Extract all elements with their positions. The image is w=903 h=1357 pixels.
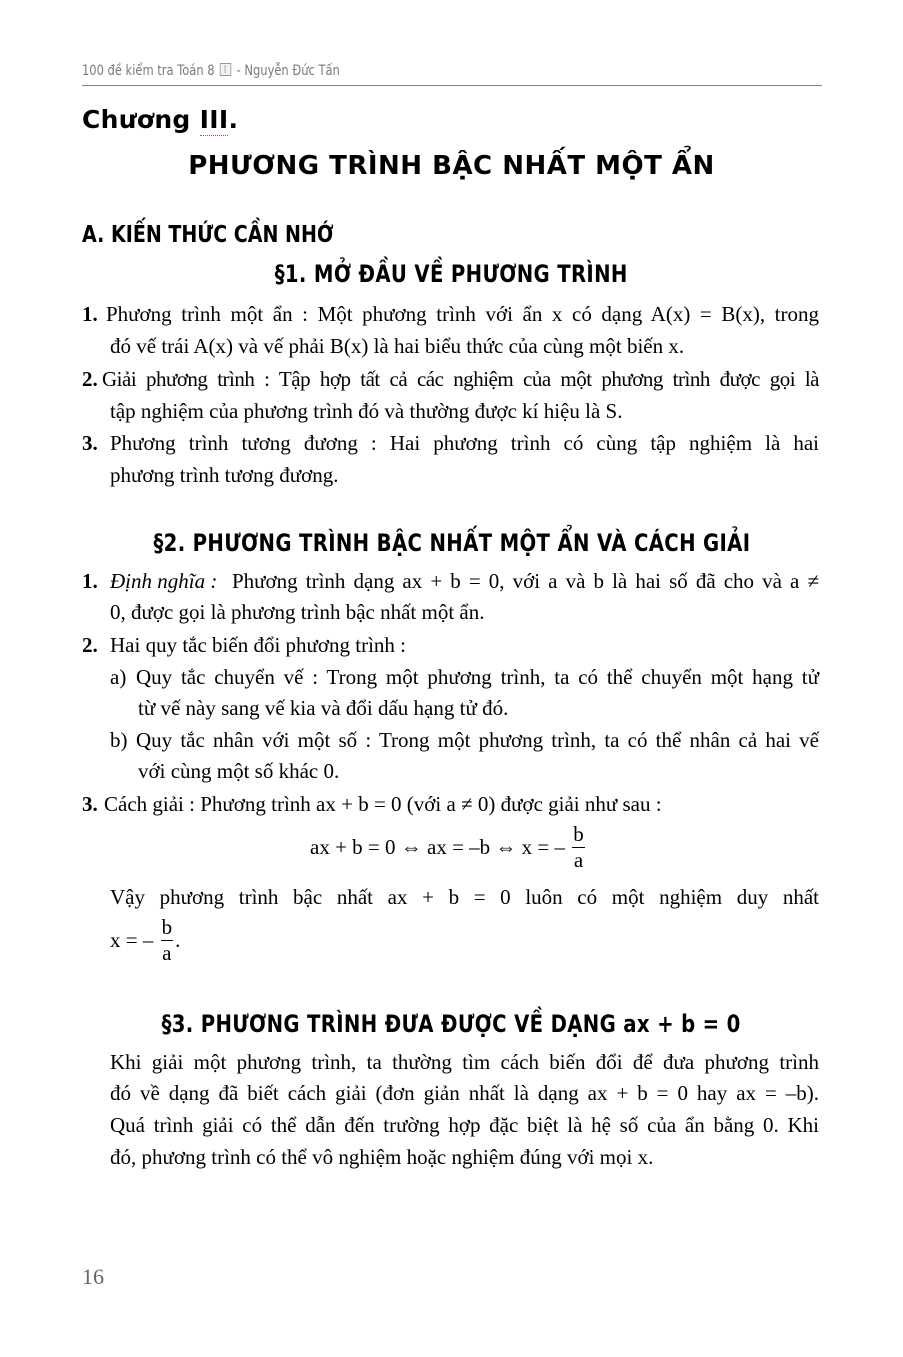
s2-item-2-num: [82, 633, 98, 658]
s1-item-2-line-2: tập nghiệm của phương trình đó và thường được kí hiệu là S.: [110, 399, 623, 423]
s2-item-3-num: [82, 792, 98, 817]
s2-item-3-text: Cách giải : Phương trình ax + b = 0 (với a ≠ 0) được giải như sau :: [104, 792, 662, 816]
conclusion-suffix: .: [175, 928, 181, 952]
formula-left: ax + b = 0 ⇔ ax = –b ⇔ x = –: [310, 835, 566, 859]
s2-item-1-term: [110, 569, 217, 594]
running-header: [82, 63, 822, 86]
s1-item-2-line-1: Giải phương trình : Tập hợp tất cả các nghiệm của một phương trình được gọi là: [102, 367, 819, 391]
s2-item-1-line-1: Phương trình dạng ax + b = 0, với a và b là hai số đã cho và a ≠: [232, 569, 819, 593]
conclusion-formula: [110, 915, 180, 966]
page-number: 16: [82, 1264, 104, 1289]
book-title: 100 đề kiểm tra Toán 8: [82, 63, 215, 79]
author-name: - Nguyễn Đức Tấn: [236, 63, 340, 79]
s1-item-1-num: [82, 302, 98, 327]
item-number: 2.: [82, 633, 98, 657]
s2-item-2-text: Hai quy tắc biến đổi phương trình :: [110, 633, 407, 657]
rule-b-line-2: với cùng một số khác 0.: [138, 759, 340, 783]
s1-item-3-num: [82, 431, 98, 456]
running-header-text: [82, 63, 340, 79]
section-3-heading-text: §3. PHƯƠNG TRÌNH ĐƯA ĐƯỢC VỀ DẠNG ax + b = 0: [161, 1010, 742, 1038]
s1-item-1-line-1: Phương trình một ẩn : Một phương trình với ẩn x có dạng A(x) = B(x), trong: [106, 302, 819, 326]
fraction-denominator: a: [573, 848, 584, 872]
book-icon: [220, 63, 231, 76]
item-number: 3.: [82, 792, 98, 816]
s3-line-1: Khi giải một phương trình, ta thường tìm cách biến đổi để đưa phương trình: [110, 1050, 819, 1074]
solution-formula: [310, 822, 587, 873]
chapter-label-prefix: Chương: [82, 105, 200, 134]
section-3-heading: [0, 1010, 903, 1038]
rule-b-line-1: Quy tắc nhân với một số : Trong một phương trình, ta có thể nhân cả hai vế: [136, 728, 819, 752]
rule-b-label: b): [110, 728, 128, 752]
s1-item-1-line-2: đó vế trái A(x) và vế phải B(x) là hai biểu thức của cùng một biến x.: [110, 334, 685, 358]
chapter-title: PHƯƠNG TRÌNH BẬC NHẤT MỘT ẨN: [188, 151, 715, 181]
s1-item-3-line-2: phương trình tương đương.: [110, 463, 339, 487]
item-number: 1.: [82, 569, 98, 593]
chapter-roman-numeral: III: [199, 105, 229, 134]
s1-item-3-line-1: Phương trình tương đương : Hai phương trình có cùng tập nghiệm là hai: [110, 431, 819, 455]
section-1-heading: [0, 260, 903, 288]
chapter-label-suffix: .: [228, 105, 239, 134]
fraction-b-over-a: [161, 915, 174, 966]
chapter-label: [82, 105, 238, 134]
section-2-heading: [0, 529, 903, 557]
fraction-b-over-a: [572, 822, 585, 873]
rule-a-label: a): [110, 665, 127, 689]
item-number: 3.: [82, 431, 98, 455]
section-2-heading-text: §2. PHƯƠNG TRÌNH BẬC NHẤT MỘT ẨN VÀ CÁCH GIẢI: [153, 529, 750, 557]
s2-item-1-line-2: 0, được gọi là phương trình bậc nhất một ẩn.: [110, 600, 485, 624]
conclusion-line-1: Vậy phương trình bậc nhất ax + b = 0 luôn có một nghiệm duy nhất: [110, 885, 819, 909]
s2-item-1-num: [82, 569, 98, 594]
rule-a-line-1: Quy tắc chuyển vế : Trong một phương trình, ta có thể chuyển một hạng tử: [136, 665, 819, 689]
fraction-numerator: b: [573, 822, 584, 846]
fraction-numerator: b: [161, 915, 173, 939]
item-number: 1.: [82, 302, 98, 326]
s3-line-3: Quá trình giải có thể dẫn đến trường hợp đặc biệt là hệ số của ẩn bằng 0. Khi: [110, 1113, 819, 1137]
section-1-heading-text: §1. MỞ ĐẦU VỀ PHƯƠNG TRÌNH: [275, 260, 628, 288]
item-number: 2.: [82, 367, 98, 391]
s1-item-2-num: [82, 367, 98, 392]
s3-line-4: đó, phương trình có thể vô nghiệm hoặc nghiệm đúng với mọi x.: [110, 1145, 654, 1169]
s3-line-2: đó về dạng đã biết cách giải (đơn giản nhất là dạng ax + b = 0 hay ax = –b).: [110, 1081, 819, 1105]
conclusion-prefix: x = –: [110, 928, 154, 952]
definition-term: Định nghĩa :: [110, 569, 218, 593]
part-a-heading: A. KIẾN THỨC CẦN NHỚ: [82, 222, 334, 248]
rule-a-line-2: từ vế này sang vế kia và đổi dấu hạng tử đó.: [138, 696, 509, 720]
fraction-denominator: a: [162, 941, 172, 965]
